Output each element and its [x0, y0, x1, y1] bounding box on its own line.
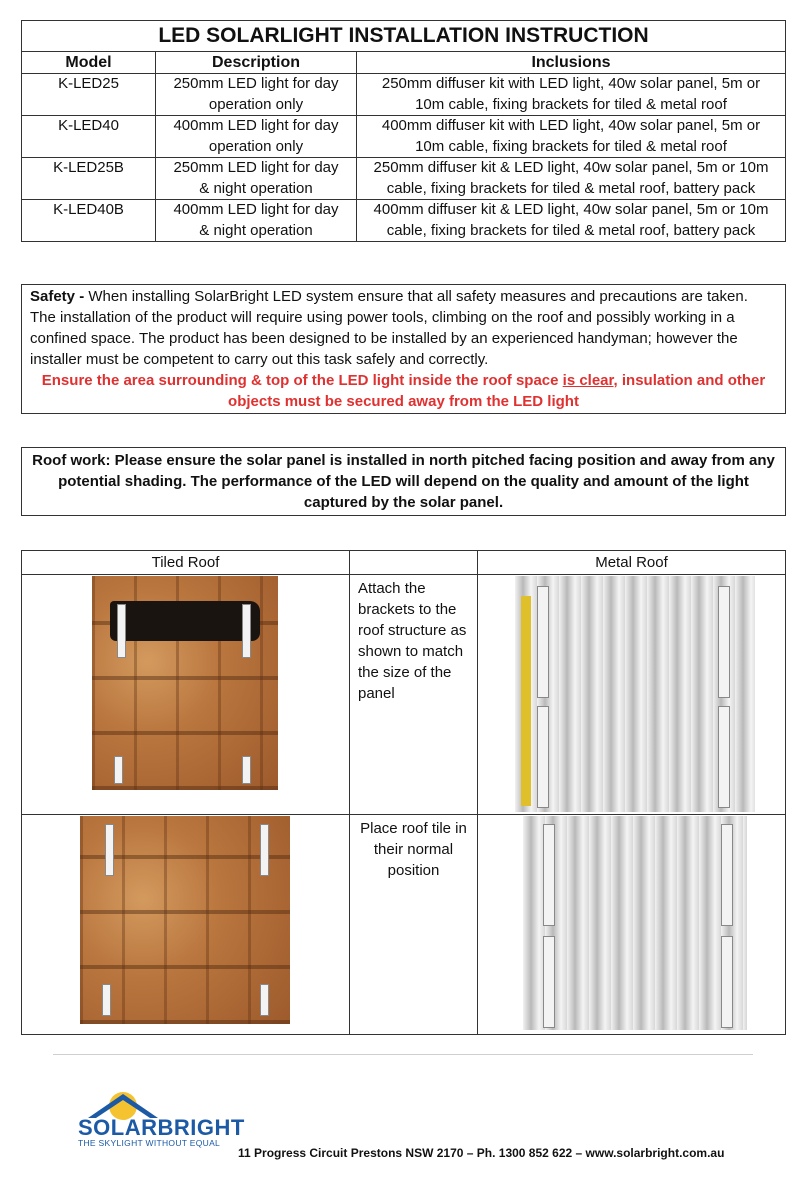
header-model: Model [22, 52, 156, 74]
column-header-instructions [350, 551, 478, 575]
description-line: operation only [208, 95, 304, 113]
bracket-icon [260, 984, 269, 1016]
metal-roof-brackets-photo [515, 576, 755, 812]
page-title: LED SOLARLIGHT INSTALLATION INSTRUCTION [22, 21, 786, 52]
description-line: 400mm LED light for day [173, 201, 339, 218]
description-line: 250mm LED light for day [173, 159, 339, 176]
solarbright-logo [78, 1084, 245, 1150]
header-description: Description [156, 52, 357, 74]
bracket-icon [721, 824, 733, 926]
column-header-tiled-roof: Tiled Roof [22, 551, 350, 575]
bracket-icon [260, 824, 269, 876]
description-line: 250mm LED light for day [173, 75, 339, 92]
inclusions-line: 10m cable, fixing brackets for tiled & metal roof [415, 95, 727, 113]
bracket-icon [114, 756, 123, 784]
inclusions-cell [357, 116, 786, 158]
product-table [21, 20, 786, 242]
table-row [22, 158, 786, 200]
bracket-icon [543, 936, 555, 1028]
description-line: & night operation [199, 221, 313, 239]
warning-text-start: Ensure the area surrounding & top of the LED light inside the roof space [41, 372, 563, 389]
warning-text-end: , insulation and other objects must be secured away from the LED light [228, 372, 766, 410]
inclusions-cell [357, 74, 786, 116]
model-cell: K-LED40 [22, 116, 156, 158]
bracket-icon [105, 824, 114, 876]
bracket-icon [242, 756, 251, 784]
inclusions-cell [357, 158, 786, 200]
safety-paragraph [30, 286, 777, 370]
description-line: operation only [208, 137, 304, 155]
tiled-roof-closed-photo [80, 816, 290, 1024]
safety-label: Safety - [30, 288, 85, 305]
description-line: 400mm LED light for day [173, 117, 339, 134]
metal-roof-photo-cell-2 [478, 815, 786, 1035]
model-cell: K-LED40B [22, 200, 156, 242]
description-cell [156, 74, 357, 116]
inclusions-line: 10m cable, fixing brackets for tiled & metal roof [415, 137, 727, 155]
safety-text: When installing SolarBright LED system ensure that all safety measures and precautions are taken. The installation of the product will require using power tools, climbing on the roof and possibly working in a confined space. The product has been designed to be installed by an experienced handyman; however the installer must be competent to carry out this task safely and correctly. [30, 288, 748, 368]
table-row [22, 116, 786, 158]
metal-roof-photo-cell-1 [478, 575, 786, 815]
inclusions-line: 250mm diffuser kit with LED light, 40w solar panel, 5m or [381, 75, 761, 92]
logo-tagline: THE SKYLIGHT WITHOUT EQUAL [78, 1138, 221, 1148]
bracket-icon [102, 984, 111, 1016]
bracket-icon [718, 586, 730, 698]
model-cell: K-LED25B [22, 158, 156, 200]
table-row [22, 200, 786, 242]
warning-text-underlined: is clear [562, 372, 614, 389]
logo-name: SOLARBRIGHT [78, 1115, 245, 1140]
step-1-text: Attach the brackets to the roof structure as shown to match the size of the panel [358, 580, 467, 702]
inclusions-line: cable, fixing brackets for tiled & metal roof, battery pack [386, 179, 756, 197]
safety-notice [21, 284, 786, 414]
model-cell: K-LED25 [22, 74, 156, 116]
inclusions-line: cable, fixing brackets for tiled & metal roof, battery pack [386, 221, 756, 239]
roof-opening [110, 601, 260, 641]
bracket-icon [537, 706, 549, 808]
inclusions-cell [357, 200, 786, 242]
bracket-icon [537, 586, 549, 698]
bracket-icon [543, 824, 555, 926]
footer-contact: 11 Progress Circuit Prestons NSW 2170 – Ph. 1300 852 622 – www.solarbright.com.au [238, 1146, 725, 1160]
step-2-cell [350, 815, 478, 1035]
tiled-roof-photo-cell-2 [22, 815, 350, 1035]
roof-work-notice: Roof work: Please ensure the solar panel is installed in north pitched facing position and away from any potential shading. The performance of the LED will depend on the quality and amount of the light captured by the solar panel. [21, 447, 786, 516]
safety-warning [30, 370, 777, 412]
description-cell [156, 116, 357, 158]
column-header-metal-roof: Metal Roof [478, 551, 786, 575]
inclusions-line: 400mm diffuser kit with LED light, 40w solar panel, 5m or [381, 117, 761, 134]
tiled-roof-photo-cell-1 [22, 575, 350, 815]
header-inclusions: Inclusions [357, 52, 786, 74]
bracket-icon [721, 936, 733, 1028]
bracket-icon [242, 604, 251, 658]
footer-divider [53, 1054, 753, 1055]
description-line: & night operation [199, 179, 313, 197]
installation-steps-table [21, 550, 786, 1035]
description-cell [156, 200, 357, 242]
step-2-text: Place roof tile in their normal position [360, 820, 467, 879]
inclusions-line: 250mm diffuser kit & LED light, 40w solar panel, 5m or 10m [373, 159, 769, 176]
metal-roof-brackets-photo [523, 816, 747, 1030]
tiled-roof-open-photo [92, 576, 278, 790]
bracket-icon [718, 706, 730, 808]
bracket-icon [117, 604, 126, 658]
table-row [22, 74, 786, 116]
description-cell [156, 158, 357, 200]
tape-measure [521, 596, 531, 806]
inclusions-line: 400mm diffuser kit & LED light, 40w solar panel, 5m or 10m [373, 201, 769, 218]
step-1-cell [350, 575, 478, 815]
